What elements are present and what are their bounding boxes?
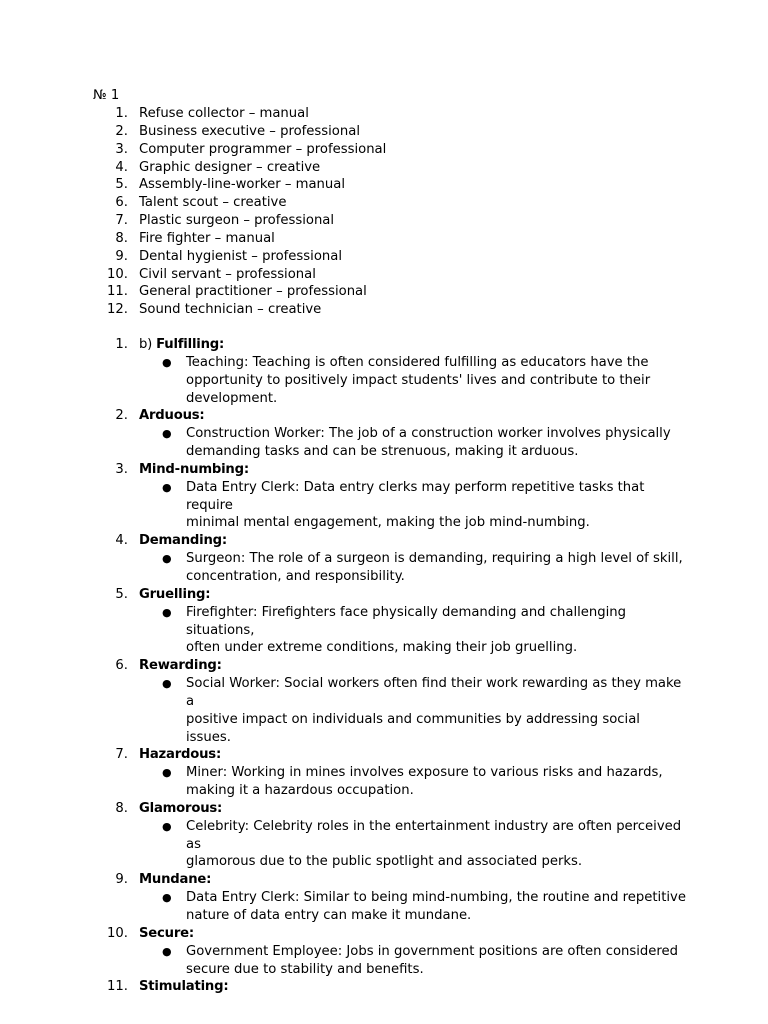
adjective-term: Rewarding: (139, 658, 222, 674)
adjective-item (0, 461, 768, 479)
adjective-term: Gruelling: (139, 586, 211, 602)
list-number: 4. (115, 159, 128, 175)
example-text: Firefighter: Firefighters face physically demanding and challenging situations, often under extreme conditions, making their job gruelling. (186, 604, 627, 656)
list-item (0, 176, 768, 194)
list-number: 8. (115, 230, 128, 246)
list-item (0, 230, 768, 248)
adjective-heading (139, 336, 224, 354)
bullet-icon: ● (162, 605, 172, 619)
example-text: Government Employee: Jobs in government positions are often considered secure due to stability and benefits. (186, 943, 679, 977)
example-bullet (0, 479, 768, 533)
list-number: 11. (107, 979, 128, 995)
example-bullet (0, 889, 768, 925)
adjective-item (0, 800, 768, 818)
list-item-text: Talent scout – creative (139, 195, 287, 211)
list-item-text: Dental hygienist – professional (139, 248, 342, 264)
adjective-item (0, 586, 768, 604)
list-number: 5. (115, 177, 128, 193)
adjective-item (0, 978, 768, 996)
example-text: Celebrity: Celebrity roles in the entertainment industry are often perceived as glamorous due to the public spotlight and associated perks. (186, 818, 682, 870)
example-bullet (0, 764, 768, 800)
list-number: 6. (115, 195, 128, 211)
list-item (0, 283, 768, 301)
list-item (0, 194, 768, 212)
list-number: 2. (115, 123, 128, 139)
adjective-term: Secure: (139, 925, 194, 941)
example-text: Social Worker: Social workers often find their work rewarding as they make a positive impact on individuals and communities by addressing social issues. (186, 676, 682, 745)
list-number: 5. (115, 586, 128, 602)
list-item-text: Refuse collector – manual (139, 106, 309, 121)
bullet-icon: ● (162, 677, 172, 691)
list-item-text: Civil servant – professional (139, 266, 316, 282)
list-number: 4. (115, 533, 128, 549)
list-number: 8. (115, 800, 128, 816)
list-item-text: Business executive – professional (139, 123, 360, 139)
example-bullet (0, 425, 768, 461)
bullet-icon: ● (162, 355, 172, 369)
bullet-icon: ● (162, 766, 172, 780)
adjective-item (0, 407, 768, 425)
adjective-term: Arduous: (139, 408, 205, 424)
list-item (0, 159, 768, 177)
list-item-text: Fire fighter – manual (139, 230, 275, 246)
list-item-text: Assembly-line-worker – manual (139, 177, 345, 193)
list-number: 9. (115, 872, 128, 888)
adjective-term: Mind-numbing: (139, 461, 249, 477)
adjective-term: Fulfilling: (156, 337, 225, 352)
list-number: 11. (107, 284, 128, 300)
example-bullet (0, 818, 768, 872)
list-number: 7. (115, 213, 128, 229)
list-number: 1. (115, 337, 128, 352)
job-category-list (0, 105, 768, 319)
example-bullet (0, 604, 768, 658)
exercise-heading: № 1 (93, 88, 120, 103)
list-number: 6. (115, 658, 128, 674)
list-item-text: Plastic surgeon – professional (139, 213, 335, 229)
answer-prefix: b) (139, 337, 157, 352)
job-adjectives-list (0, 336, 768, 996)
example-text: Miner: Working in mines involves exposure to various risks and hazards, making it a hazardous occupation. (186, 765, 663, 799)
example-bullet (0, 550, 768, 586)
list-item-text: Sound technician – creative (139, 302, 322, 318)
bullet-icon: ● (162, 819, 172, 833)
example-text: Data Entry Clerk: Similar to being mind-numbing, the routine and repetitive nature of data entry can make it mundane. (186, 890, 686, 923)
list-item (0, 248, 768, 266)
list-item-text: Computer programmer – professional (139, 141, 387, 157)
adjective-item (0, 657, 768, 675)
bullet-icon: ● (162, 427, 172, 441)
list-item (0, 266, 768, 284)
example-text: Construction Worker: The job of a construction worker involves physically demanding tasks and can be strenuous, making it arduous. (186, 426, 671, 460)
bullet-icon: ● (162, 891, 172, 905)
list-number: 10. (107, 266, 128, 282)
list-number: 1. (115, 106, 128, 121)
adjective-item (0, 532, 768, 550)
list-number: 7. (115, 747, 128, 763)
list-item (0, 212, 768, 230)
adjective-item (0, 746, 768, 764)
bullet-icon: ● (162, 944, 172, 958)
list-number: 10. (107, 925, 128, 941)
list-number: 2. (115, 408, 128, 424)
bullet-icon: ● (162, 552, 172, 566)
adjective-item (0, 871, 768, 889)
adjective-term: Hazardous: (139, 747, 222, 763)
list-item-text: Graphic designer – creative (139, 159, 321, 175)
bullet-icon: ● (162, 480, 172, 494)
list-item (0, 301, 768, 319)
list-number: 3. (115, 461, 128, 477)
adjective-term: Stimulating: (139, 979, 229, 995)
example-bullet (0, 354, 768, 408)
example-text: Data Entry Clerk: Data entry clerks may perform repetitive tasks that require minimal mental engagement, making the job mind-numbing. (186, 479, 645, 531)
list-item (0, 105, 768, 123)
list-number: 12. (107, 302, 128, 318)
adjective-item (0, 925, 768, 943)
example-text: Teaching: Teaching is often considered fulfilling as educators have the opportunity to positively impact students' lives and contribute to their development. (186, 354, 651, 406)
adjective-term: Glamorous: (139, 800, 223, 816)
list-item (0, 141, 768, 159)
list-item-text: General practitioner – professional (139, 284, 367, 300)
adjective-term: Demanding: (139, 533, 227, 549)
example-bullet (0, 943, 768, 979)
list-number: 9. (115, 248, 128, 264)
adjective-term: Mundane: (139, 872, 212, 888)
list-number: 3. (115, 141, 128, 157)
example-text: Surgeon: The role of a surgeon is demanding, requiring a high level of skill, concentration, and responsibility. (186, 551, 683, 584)
example-bullet (0, 675, 768, 746)
list-item (0, 123, 768, 141)
adjective-item (0, 336, 768, 354)
